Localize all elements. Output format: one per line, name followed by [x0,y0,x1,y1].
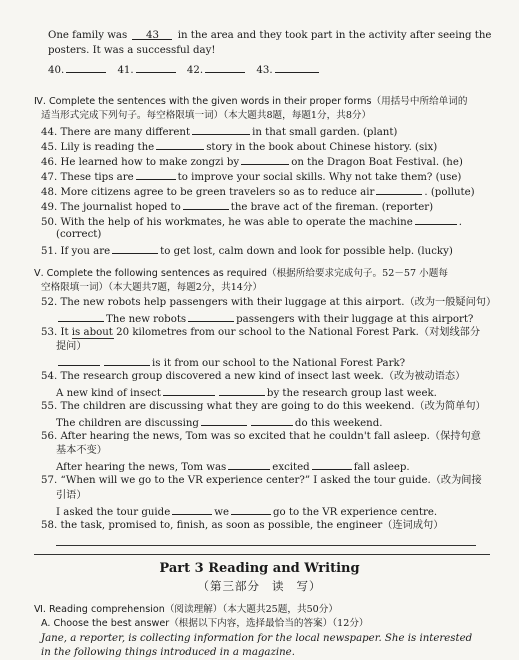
answer-line-58[interactable] [56,545,476,546]
reading-intro-line-2: in the following things introduced in a magazine. [41,647,295,658]
part-3-title: Part 3 Reading and Writing [159,561,360,576]
question-53: 53. It is about 20 kilometres from our school to the National Forest Park.（对划线部分 [41,327,481,338]
question-text: 45. Lily is reading the [41,142,155,153]
answer-blank[interactable] [228,459,270,470]
question-55: 55. The children are discussing what they are going to do this weekend.（改为简单句） [41,401,486,412]
question-text: 44. There are many different [41,127,191,138]
question-text: 48. More citizens agree to be green travelers so as to reduce air [41,187,375,198]
subsection-heading-cn: （根据以下内容，选择最恰当的答案）（12分） [169,618,369,629]
part-sub-text: 写） [296,579,322,593]
question-56-hint: 基本不变） [56,445,107,456]
section-heading-cn: 适当形式完成下列句子。每空格限填一词）（本大题共8题，每题1分，共8分） [41,110,372,121]
section-heading-cn: （根据所给要求完成句子。52－57 小题每 [267,268,448,279]
question-text: passengers with their luggage at this airport? [236,314,474,325]
divider-top [34,554,490,555]
question-58: 58. the task, promised to, finish, as soon as possible, the engineer（连词成句） [41,520,444,531]
part-sub-text: 读 [272,579,285,593]
section-heading-en: Ⅴ. Complete the following sentences as required [34,268,267,279]
question-text: I asked the tour guide [56,507,171,518]
question-55-answer [56,415,383,430]
question-text: . (pollute) [424,187,475,198]
question-text: . [458,217,462,228]
answer-label: 40. [48,65,65,76]
question-52: 52. The new robots help passengers with their luggage at this airport.（改为一般疑问句） [41,297,497,308]
answer-blank[interactable] [219,385,265,396]
answer-label: 43. [256,65,273,76]
section-6-heading [34,603,338,616]
question-57: 57. “When will we go to the VR experience center?” I asked the tour guide.（改为间接 [41,475,482,486]
answer-label: 42. [186,65,204,76]
answer-blank[interactable] [163,385,215,396]
question-text: is it from our school to the National Forest Park? [152,358,406,369]
answer-blank[interactable] [275,62,319,73]
question-57-answer [56,504,437,519]
question-text: After hearing the news, Tom was [56,462,227,473]
answer-blank[interactable] [156,139,204,150]
question-54: 54. The research group discovered a new kind of insect last week.（改为被动语态） [41,371,466,382]
question-44 [41,124,397,139]
question-46 [41,154,463,169]
question-text: by the research group last week. [266,388,437,399]
subsection-heading-en: A. Choose the best answer [41,618,170,629]
answer-blank[interactable] [205,62,245,73]
section-heading-cn: （用括号中所给单词的 [371,96,468,107]
section-5-heading [34,267,448,280]
question-45 [41,139,437,154]
section-6a-heading [41,617,369,630]
answer-blank[interactable] [66,62,106,73]
answer-row-40-43 [48,62,321,77]
answer-blank[interactable] [231,504,271,515]
answer-blank[interactable] [58,311,104,322]
question-text: go to the VR experience centre. [273,507,438,518]
answer-blank[interactable] [136,169,176,180]
question-text: in that small garden. (plant) [252,127,398,138]
answer-blank[interactable] [241,154,289,165]
question-52-answer [56,311,473,326]
question-text: story in the book about Chinese history. (six) [206,142,438,153]
part-3-subtitle [0,578,519,594]
question-text: the brave act of the fireman. (reporter) [230,202,434,213]
question-text: on the Dragon Boat Festival. (he) [291,157,463,168]
answer-blank-43[interactable] [132,29,172,40]
answer-blank[interactable] [112,243,158,254]
question-text: to improve your social skills. Why not take them? (use) [177,172,462,183]
answer-blank[interactable] [192,124,250,135]
section-heading-cn: （阅读理解）（本大题共25题，共50分） [164,604,338,615]
question-text: 49. The journalist hoped to [41,202,181,213]
question-48 [41,184,475,199]
question-56-answer [56,459,410,474]
answer-blank[interactable] [376,184,422,195]
question-54-answer [56,385,437,400]
part-sub-text: （第三部分 [197,579,260,593]
passage-line-2 [48,44,215,57]
answer-blank[interactable] [201,415,247,426]
passage-text: One family was [48,30,128,41]
answer-blank[interactable] [415,214,457,225]
section-heading-cn: 空格限填一词）（本大题共7题，每题2分，共14分） [41,282,263,293]
filled-answer: 43 [145,30,159,41]
question-text: fall asleep. [353,462,410,473]
answer-blank[interactable] [188,311,234,322]
answer-blank[interactable] [251,415,293,426]
section-heading-en: Ⅳ. Complete the sentences with the given words in their proper forms [34,96,372,107]
question-text: A new kind of insect [56,388,161,399]
section-heading-en: Ⅵ. Reading comprehension [34,604,165,615]
question-text: 50. With the help of his workmates, he was able to operate the machine [41,217,413,228]
answer-blank[interactable] [104,355,150,366]
question-51 [41,243,453,258]
question-text: to get lost, calm down and look for possible help. (lucky) [160,246,453,257]
question-53-hint: 提问） [56,341,87,352]
question-text: 47. These tips are [41,172,134,183]
passage-text: in the area and they took part in the activity after seeing the [177,30,492,41]
answer-blank[interactable] [172,504,212,515]
section-4-heading [34,95,467,108]
question-50-hint: (correct) [56,229,102,240]
question-57-hint: 引语） [56,490,87,501]
answer-label: 41. [117,65,134,76]
answer-blank[interactable] [312,459,352,470]
passage-line-1 [48,29,491,42]
question-text: do this weekend. [294,418,383,429]
question-text: we [214,507,229,518]
question-text: 51. If you are [41,246,111,257]
question-53-answer [56,355,405,370]
reading-intro-line-1: Jane, a reporter, is collecting information for the local newspaper. She is interested [41,633,473,644]
passage-text: posters. It was a successful day! [48,45,216,56]
question-text: The new robots [106,314,187,325]
question-text: 46. He learned how to make zongzi by [41,157,240,168]
answer-blank[interactable] [183,199,229,210]
question-text: excited [272,462,310,473]
question-50 [41,214,462,229]
answer-blank[interactable] [58,355,100,366]
question-49 [41,199,433,214]
question-47 [41,169,461,184]
question-56: 56. After hearing the news, Tom was so excited that he couldn't fall asleep.（保持句意 [41,431,481,442]
answer-blank[interactable] [136,62,176,73]
underline-mark [72,338,114,339]
question-text: The children are discussing [56,418,199,429]
